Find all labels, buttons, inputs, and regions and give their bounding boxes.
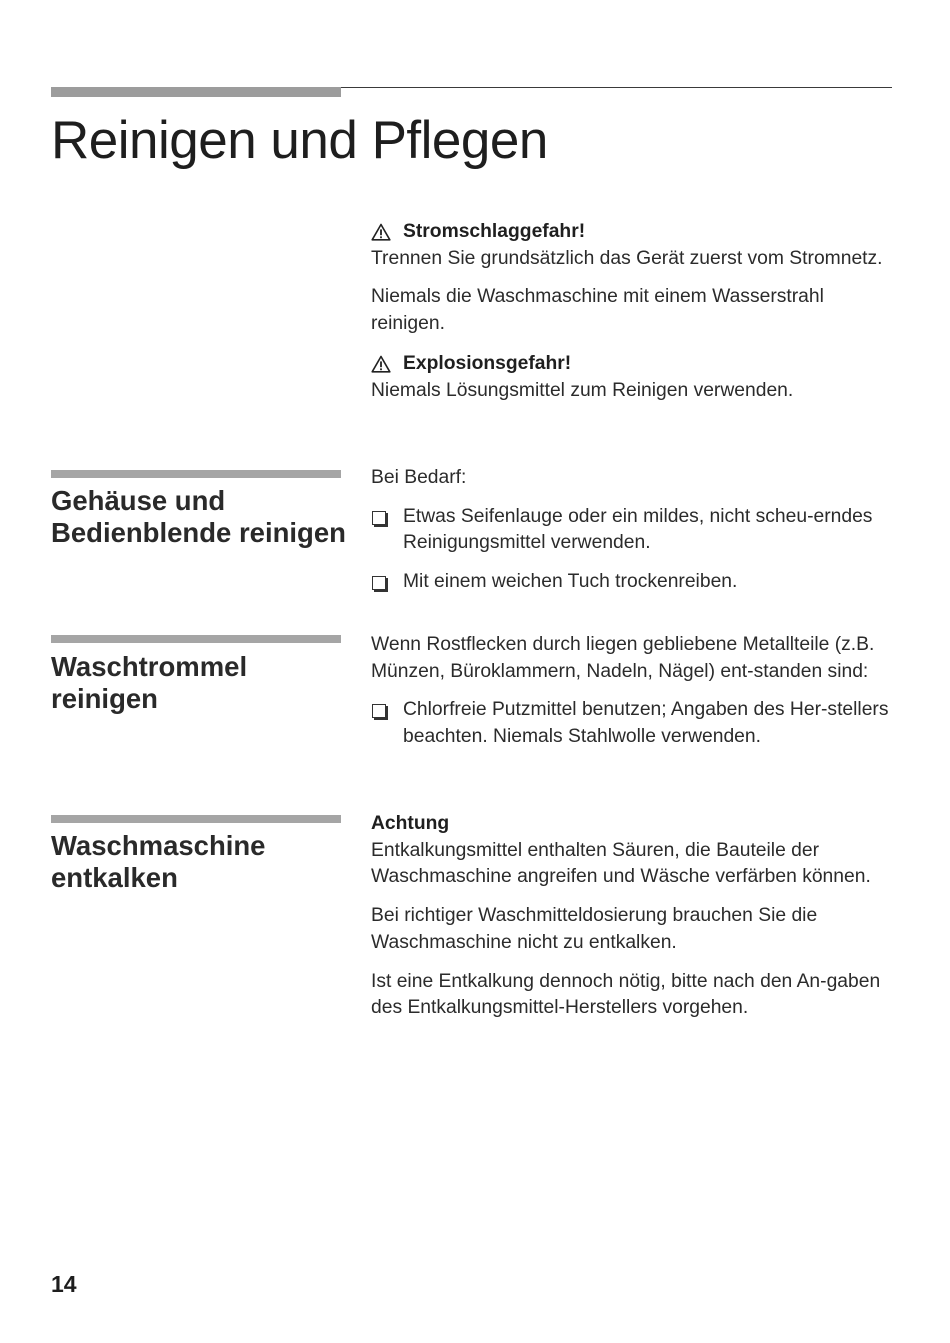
warning-electric-label: Stromschlaggefahr! bbox=[403, 221, 586, 242]
entkalken-text-3: Ist eine Entkalkung dennoch nötig, bitte nach den An-gaben des Entkalkungsmittel-Herstellers vorgehen. bbox=[371, 970, 881, 1019]
section-body-entkalken bbox=[371, 811, 893, 1034]
page-number: 14 bbox=[51, 1271, 77, 1297]
checkbox-bullet-icon bbox=[372, 576, 386, 590]
entkalken-text-2: Bei richtiger Waschmitteldosierung brauchen Sie die Waschmaschine nicht zu entkalken. bbox=[371, 905, 818, 953]
section-heading-waschtrommel: Waschtrommel reinigen bbox=[51, 651, 248, 714]
gehaeuse-intro: Bei Bedarf: bbox=[371, 467, 467, 488]
list-item bbox=[371, 569, 893, 596]
list-item bbox=[371, 697, 893, 750]
warning-explosion-text: Niemals Lösungsmittel zum Reinigen verwenden. bbox=[371, 379, 794, 401]
section-body-waschtrommel bbox=[371, 632, 893, 763]
warning-explosion-heading bbox=[371, 351, 893, 378]
warning-electric-text: Trennen Sie grundsätzlich das Gerät zuerst vom Stromnetz. bbox=[371, 247, 883, 269]
checkbox-bullet-icon bbox=[372, 704, 386, 718]
warning-explosion-label: Explosionsgefahr! bbox=[403, 352, 572, 374]
section-heading-gehaeuse: Gehäuse und Bedienblende reinigen bbox=[51, 485, 346, 548]
top-rule-bar bbox=[51, 87, 341, 97]
warning-water-text: Niemals die Waschmaschine mit einem Wasserstrahl reinigen. bbox=[371, 286, 824, 335]
section-bar-entkalken bbox=[51, 815, 341, 823]
section-bar-waschtrommel bbox=[51, 635, 341, 643]
section-heading-entkalken: Waschmaschine entkalken bbox=[51, 830, 266, 893]
checkbox-bullet-icon bbox=[372, 511, 386, 525]
caution-text: Entkalkungsmittel enthalten Säuren, die Bauteile der Waschmaschine angreifen und Wäsche verfärben können. bbox=[371, 839, 871, 888]
list-item-text: Mit einem weichen Tuch trockenreiben. bbox=[403, 571, 738, 593]
caution-heading: Achtung bbox=[371, 813, 450, 834]
list-item-text: Chlorfreie Putzmittel benutzen; Angaben des Her-stellers beachten. Niemals Stahlwolle verwenden. bbox=[403, 699, 889, 748]
list-item-text: Etwas Seifenlauge oder ein mildes, nicht scheu-erndes Reinigungsmittel verwenden. bbox=[403, 505, 873, 554]
list-item bbox=[371, 504, 893, 557]
warning-triangle-icon bbox=[371, 355, 391, 373]
warning-triangle-icon bbox=[371, 223, 391, 241]
section-body-gehaeuse bbox=[371, 465, 893, 608]
waschtrommel-intro: Wenn Rostflecken durch liegen gebliebene Metallteile (z.B. Münzen, Büroklammern, Nadeln, Nägel) ent-standen sind: bbox=[371, 634, 875, 682]
page-title: Reinigen und Pflegen bbox=[51, 111, 548, 170]
intro-warnings bbox=[371, 219, 893, 416]
warning-electric-heading bbox=[371, 219, 893, 246]
section-bar-gehaeuse bbox=[51, 470, 341, 478]
